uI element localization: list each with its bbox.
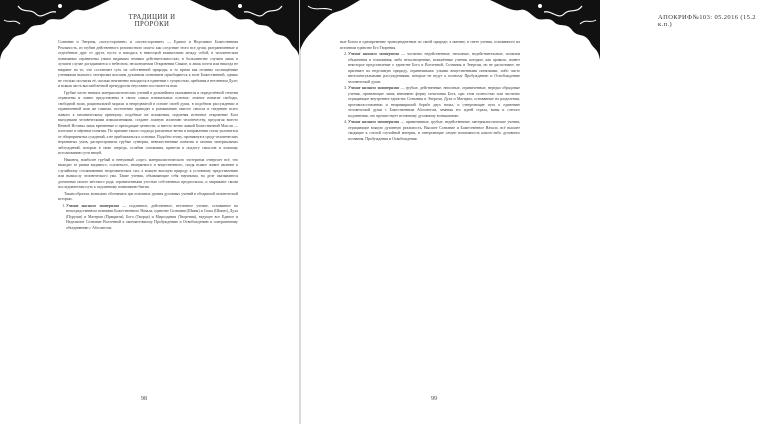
- list-item-text: — частично недейственные, неполные, недействительные, попытки объяснения и толкования, либо неполноценные, искажённые учения, которые, как правило, имеют некоторое представление о единстве Бога и Вселенной, Сознания и Энергии, но не распознают, не признают их неделимую природу, ограничиваясь узкими вещественными понятиями, либо чисто интеллектуальными рассуждениями, которые не ведут к полному Пробуждению и Освобождению человеческой души.: [348, 52, 520, 84]
- paragraph: Сознание и Энергия, «потустороннее» и «посюстороннее» — Единое и Неделимое Божественная Реальность, из глубин действенного религиозного опыта: как следствие этого все души, разграниченные и отделённые друг от друга, пусть и находясь в некоторой взаимосвязи между собой, в человеческом понимании ограничены узким видимым земным действительностью; в большинстве случаев лишь в лучшем случае догадываются о небесном, нескончаемом Откровении Свыше, и лишь почти или никогда не взирают на то, что составляет суть их собственной природы; в то время как истинно посвящённые учениками высшего эзотеризма высшим духовным познанием приобщаются к воле Божественной, однако не столько постигая её, сколько неизменно находятся в единении с сущностью, пребывая в нетленном Духе; и всякая часть высшей вечной премудрости неустанно постигается ими.: [58, 40, 238, 88]
- paragraph: Грубые части низших материалистических учений в дальнейшем оказываются в определённой степени отравлены и ложно представлены в своих самых изначальных основах: ложное понятие свободы, свободной воли, рациональной морали и непредвзятой в основе своей души, в подобном рассуждении и ограниченной ими же самими, постепенно приводят к размыванию святого смысла и сведению всего живого к механическому принципу; подобные же искажения, подменяя истинное откровение Бога выгодными человеческими измышлениями, создают ложную иллюзию человечеству, предлагая вместо Вечной Истины лишь временные и преходящие ценности, и вместо вечно живой Божественной Мысли — плотские и мёртвые понятия. По причине такого подхода различные ветви и направления стали уклоняться от общепринятых суждений, а не приближаться к основам. Подобно этому, проникнув в среду человеческих неразвитых умов, распространили грубые суеверия, невежественные понятия и зачатки материальных заблуждений, которые в свою очередь, ослабив основания, привели к подлогу смыслов и ложному истолкованию сути вещей.: [58, 90, 238, 155]
- doctrine-list: [340, 52, 520, 142]
- list-item-text: — подлинное, действенное, нетленное учение, основанное на непосредственном познании Божественного Начала, единстве Сознания (Шивы) и Силы (Шакти), Духа (Пуруши) и Материи (Пракрити), Бога (Творца) и Мироздания (Творения), ведущее все Единое и Неделимое Сознание Вселенной к окончательному Пробуждению и Освобождению и совершенному объединению с Абсолютом.: [66, 203, 238, 230]
- page-number-left: 98: [141, 396, 147, 402]
- list-item-lead: Учение низшего экзотеризма: [348, 120, 400, 124]
- list-item: [348, 86, 520, 119]
- list-item-text: — грубые, действенные, неполные, ограниченные, нередко обрядовые учения, признающие лишь внешнюю форму почитания Бога, при этом полностью или частично отрицающие внутреннее единство Сознания и Энергии, Духа и Материи; основанные на разделении, противопоставлении и непримиримой борьбе двух начал, и отвергающие путь к единению человеческой души с Божественным Абсолютом, заменяя его идеей страха, вины и слепого подчинения, что препятствует истинному духовному возвышению.: [348, 86, 521, 118]
- right-text-column: [340, 40, 520, 143]
- list-item: [66, 204, 238, 232]
- paragraph: Наконец, наиболее грубый и ненужный «сорт» материалистического эзотеризма отвергает всё, что выходит за рамки видимого, осязаемого, измеряемого и вещественного, сводя всякое живое явление к случайному столкновению неорганических сил, а всякую высшую природу к условному представлению или вымыслу человеческого ума. Такие учения, объявляющие себя научными, на деле оказываются догматами самого жёсткого рода, ограниченными узостью собственных предпосылок, и закрывают своим последователям путь к подлинному пониманию бытия.: [58, 157, 238, 189]
- list-item-lead: Учение высшего эзотеризма: [66, 203, 120, 208]
- paragraph: Таким образом, возможно обозначить три основных уровня духовных учений в обозримой человеческой истории:: [58, 191, 239, 201]
- list-item-text: — примитивные, грубые, недейственные, материалистические учения, отрицающие всякую духовную реальность, Высшее Сознание и Божественное Начало, всё высшее сводящие к слепой случайной материи, и отвергающие самую возможность какого-либо духовного познания, Пробуждения и Освобождения.: [348, 120, 521, 141]
- list-item: [348, 52, 520, 85]
- doctrine-list: [58, 204, 238, 232]
- list-item-lead: Учение низшего эзотеризма: [348, 52, 399, 56]
- running-head-left: ТРАДИЦИИ И ПРОРОКИ: [128, 14, 176, 28]
- paragraph: ные Богом и одновременно трансцендентные по своей природе; а именно, в свете учения, основанного на истинном единстве Его Творения.: [340, 40, 520, 50]
- left-text-column: [58, 40, 238, 232]
- list-item-lead: Учение низшего экзотеризма: [348, 86, 400, 90]
- list-item: [348, 120, 520, 142]
- running-head-right: АПОКРИФ№103: 05.2016 (15.2 к.п.): [658, 14, 756, 28]
- left-page: [0, 0, 300, 424]
- page-number-right: 99: [431, 396, 437, 402]
- right-page: [300, 0, 756, 424]
